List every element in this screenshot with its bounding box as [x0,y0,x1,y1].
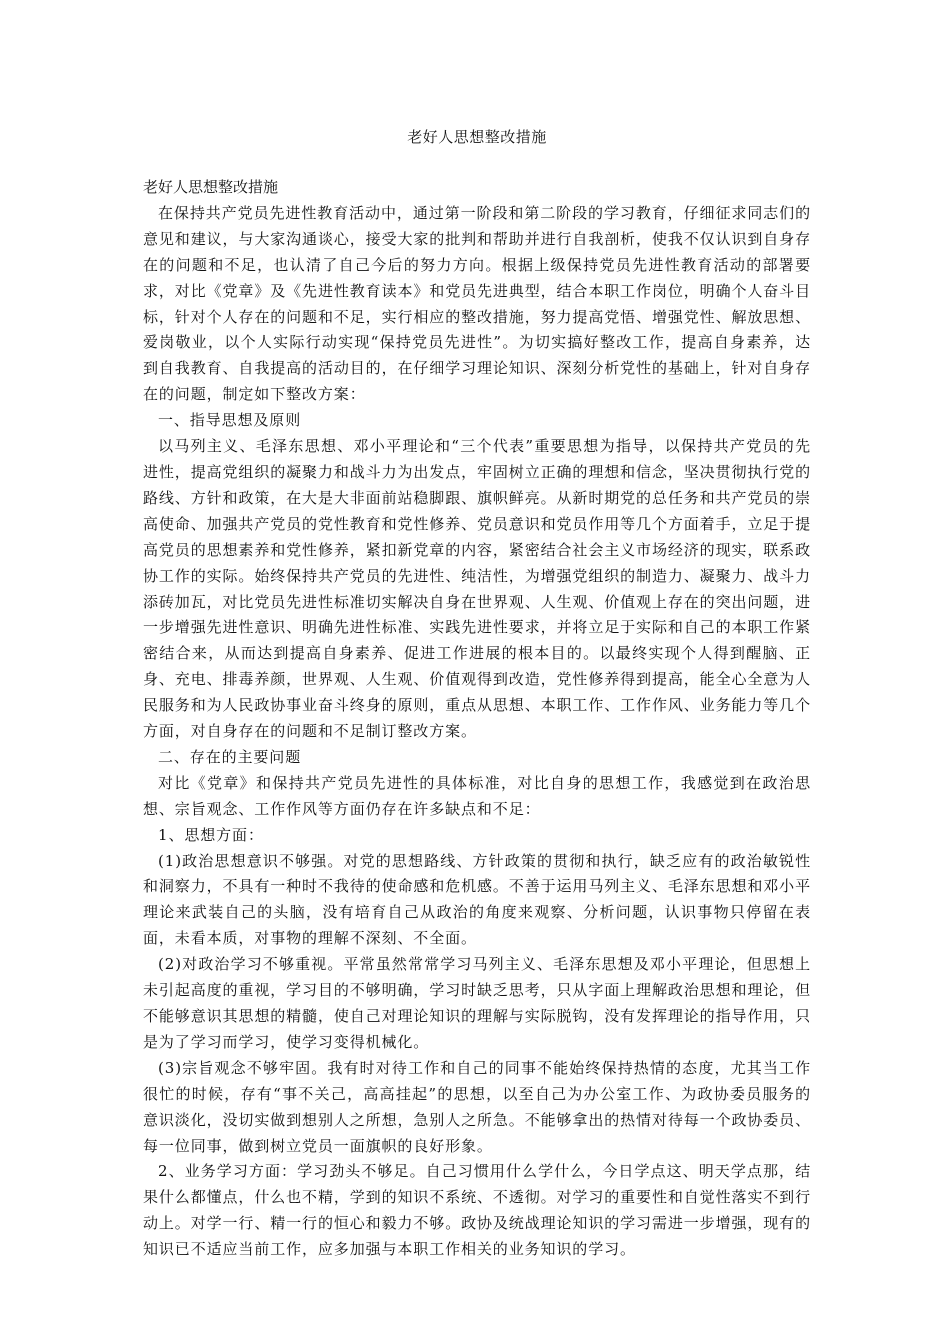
thought-item-1-paragraph: (1)政治思想意识不够强。对党的思想路线、方针政策的贯彻和执行，缺乏应有的政治敏锐性和洞察力，不具有一种时不我待的使命感和危机感。不善于运用马列主义、毛泽东思想和邓小平理论来武装自己的头脑，没有培育自己从政治的角度来观察、分析问题，认识事物只停留在表面，未看本质，对事物的理解不深刻、不全面。 [143,851,811,948]
intro-paragraph: 在保持共产党员先进性教育活动中，通过第一阶段和第二阶段的学习教育，仔细征求同志们的意见和建议，与大家沟通谈心，接受大家的批判和帮助并进行自我剖析，使我不仅认识到自身存在的问题和不足，也认清了自己今后的努力方向。根据上级保持党员先进性教育活动的部署要求，对比《党章》及《先进性教育读本》和党员先进典型，结合本职工作岗位，明确个人奋斗目标，针对个人存在的问题和不足，实行相应的整改措施，努力提高党悟、增强党性、解放思想、爱岗敬业，以个人实际行动实现“保持党员先进性”。为切实搞好整改工作，提高自身素养，达到自我教育、自我提高的活动目的，在仔细学习理论知识、深刻分析党性的基础上，针对自身存在的问题，制定如下整改方案： [143,203,811,404]
main-problems-intro-paragraph: 对比《党章》和保持共产党员先进性的具体标准，对比自身的思想工作，我感觉到在政治思想、宗旨观念、工作作风等方面仍存在许多缺点和不足： [143,773,811,818]
thought-item-3-paragraph: (3)宗旨观念不够牢固。我有时对待工作和自己的同事不能始终保持热情的态度，尤其当工作很忙的时候，存有“事不关己，高高挂起”的思想，以至自己为办公室工作、为政协委员服务的意识淡化，没切实做到想别人之所想，急别人之所急。不能够拿出的热情对待每一个政协委员、每一位同事，做到树立党员一面旗帜的良好形象。 [143,1058,811,1155]
guiding-principles-paragraph: 以马列主义、毛泽东思想、邓小平理论和“三个代表”重要思想为指导，以保持共产党员的先进性，提高党组织的凝聚力和战斗力为出发点，牢固树立正确的理想和信念，坚决贯彻执行党的路线、方针和政策，在大是大非面前站稳脚跟、旗帜鲜亮。从新时期党的总任务和共产党员的崇高使命、加强共产党员的党性教育和党性修养、党员意识和党员作用等几个方面着手，立足于提高党员的思想素养和党性修养，紧扣新党章的内容，紧密结合社会主义市场经济的现实，联系政协工作的实际。始终保持共产党员的先进性、纯洁性，为增强党组织的制造力、凝聚力、战斗力添砖加瓦，对比党员先进性标准切实解决自身在世界观、人生观、价值观上存在的突出问题，进一步增强先进性意识、明确先进性标准、实践先进性要求，并将立足于实际和自己的本职工作紧密结合来，从而达到提高自身素养、促进工作进展的根本目的。以最终实现个人得到醒脑、正身、充电、排毒养颜，世界观、人生观、价值观得到改造，党性修养得到提高，能全心全意为人民服务和为人民政协事业奋斗终身的原则，重点从思想、本职工作、工作作风、业务能力等几个方面，对自身存在的问题和不足制订整改方案。 [143,437,811,741]
subsection-heading-thought: 1、思想方面： [158,825,264,844]
section-heading-main-problems: 二、存在的主要问题 [158,747,302,766]
thought-item-2-paragraph: (2)对政治学习不够重视。平常虽然常常学习马列主义、毛泽东思想及邓小平理论，但思想上未引起高度的重视，学习目的不够明确，学习时缺乏思考，只从字面上理解政治思想和理论，但不能够意识其思想的精髓，使自己对理论知识的理解与实际脱钩，没有发挥理论的指导作用，只是为了学习而学习，使学习变得机械化。 [143,955,811,1051]
document-subtitle: 老好人思想整改措施 [143,178,279,196]
business-study-paragraph: 2、业务学习方面：学习劲头不够足。自己习惯用什么学什么，今日学点这、明天学点那，结果什么都懂点，什么也不精，学到的知识不系统、不透彻。对学习的重要性和自觉性落实不到行动上。对学一行、精一行的恒心和毅力不够。政协及统战理论知识的学习需进一步增强，现有的知识已不适应当前工作，应多加强与本职工作相关的业务知识的学习。 [143,1162,811,1259]
section-heading-guiding-principles: 一、指导思想及原则 [158,411,302,430]
document-title: 老好人思想整改措施 [407,128,547,146]
document-body [143,175,811,1263]
